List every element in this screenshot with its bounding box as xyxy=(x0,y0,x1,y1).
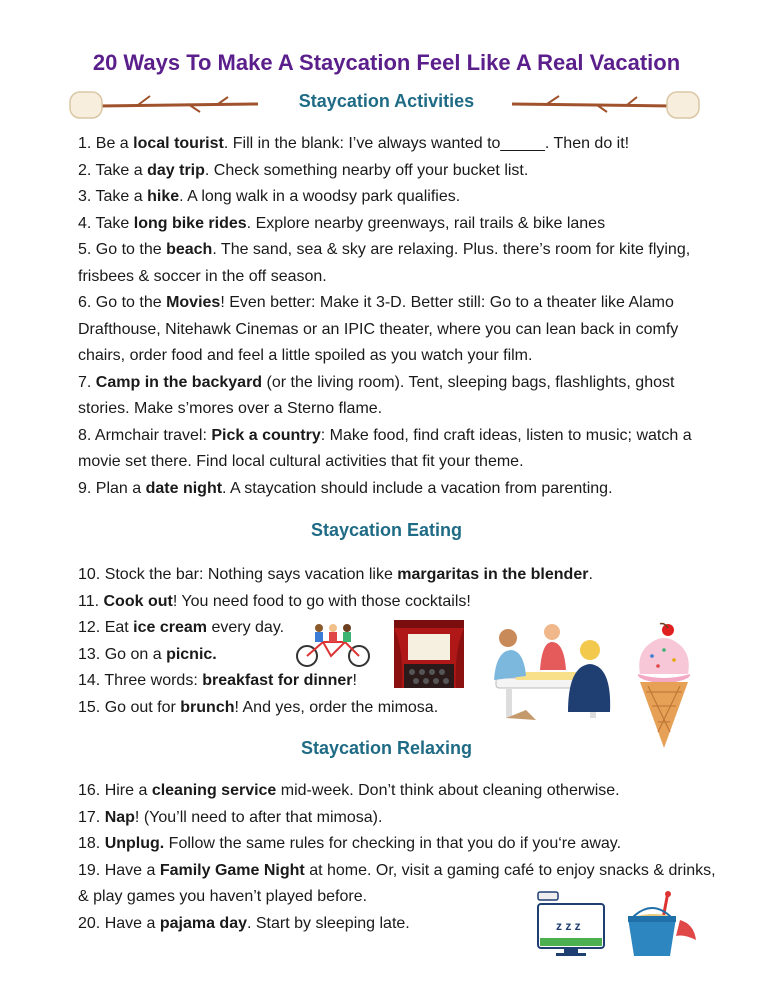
item-text: mid-week. Don’t think about cleaning otherwise. xyxy=(276,782,620,799)
movie-theater-icon xyxy=(394,620,464,688)
section-heading-relaxing: Staycation Relaxing xyxy=(300,738,473,758)
item-text: ! You need food to go with those cocktails! xyxy=(172,592,471,610)
list-item xyxy=(78,911,718,938)
item-text: . A long walk in a woodsy park qualifies. xyxy=(179,188,461,205)
item-text: (or the living room). Tent, sleeping bags, flashlights, ghost stories. Make s’mores over a Sterno flame. xyxy=(78,373,675,417)
item-text: 7. xyxy=(78,373,96,391)
item-highlight: picnic. xyxy=(166,645,217,663)
item-text: . A staycation should include a vacation from parenting. xyxy=(222,479,613,497)
item-text: 6. Go to the xyxy=(78,294,167,311)
item-highlight: date night xyxy=(145,479,223,497)
list-item xyxy=(78,211,718,238)
item-text: 19. Have a xyxy=(78,861,160,879)
item-highlight: Nap xyxy=(104,808,135,826)
section-heading-activities: Staycation Activities xyxy=(298,91,475,111)
item-highlight: Movies xyxy=(166,294,221,311)
item-text: . Explore nearby greenways, rail trails & bike lanes xyxy=(246,214,606,232)
item-text: Follow the same rules for checking in that you do if you‘re away. xyxy=(164,835,622,852)
item-text: 8. Armchair travel: xyxy=(78,426,212,444)
item-text: . Fill in the blank: I’ve always wanted to_____. Then do it! xyxy=(223,135,630,152)
relaxing-list xyxy=(78,778,718,937)
page-title: 20 Ways To Make A Staycation Feel Like A Real Vacation xyxy=(92,50,681,75)
item-text: ! Even better: Make it 3-D. Better still: Go to a theater like Alamo Drafthouse, Nitehawk Cinemas or an IPIC theater, where you can lean back in comfy chairs, order food and feel a little spoiled as you watch your film. xyxy=(78,294,679,364)
item-highlight: Cook out xyxy=(103,592,173,610)
item-text: ! (You’ll need to after that mimosa). xyxy=(134,808,383,826)
item-text: 20. Have a xyxy=(78,914,160,932)
activities-list xyxy=(78,131,718,502)
item-highlight: Unplug. xyxy=(104,835,165,852)
item-highlight: brunch xyxy=(180,698,235,716)
item-text: 2. Take a xyxy=(78,161,148,179)
list-item xyxy=(78,778,718,805)
item-text: 13. Go on a xyxy=(78,645,167,663)
item-text: ! And yes, order the mimosa. xyxy=(234,698,439,716)
beach-bucket-icon xyxy=(624,890,698,960)
item-text: 10. Stock the bar: Nothing says vacation like xyxy=(78,566,398,583)
tandem-bike-icon xyxy=(295,620,373,668)
item-highlight: cleaning service xyxy=(151,782,277,799)
item-highlight: breakfast for dinner xyxy=(202,672,353,689)
list-item xyxy=(78,131,718,158)
list-item xyxy=(78,562,718,589)
sleep-zzz-text: z z z xyxy=(556,919,581,933)
item-highlight: local tourist xyxy=(133,135,224,152)
item-highlight: pajama day xyxy=(159,914,247,932)
item-text: : Make food, find craft ideas, listen to music; watch a movie set there. Find local cultural activities that fit your theme. xyxy=(78,426,692,470)
item-highlight: ice cream xyxy=(133,619,207,636)
list-item xyxy=(78,370,718,423)
list-item xyxy=(78,831,718,858)
item-text: 11. xyxy=(78,592,104,610)
item-text: 3. Take a xyxy=(78,188,148,205)
family-game-night-icon xyxy=(486,620,616,726)
item-text: 9. Plan a xyxy=(78,479,146,497)
item-text: 4. Take xyxy=(78,214,134,232)
item-highlight: Pick a country xyxy=(211,426,321,444)
item-text: . Start by sleeping late. xyxy=(246,914,410,932)
item-text: 14. Three words: xyxy=(78,672,203,689)
item-highlight: margaritas in the blender xyxy=(397,566,589,583)
list-item xyxy=(78,695,718,722)
item-highlight: day trip xyxy=(147,161,205,179)
list-item xyxy=(78,184,718,211)
item-text: ! xyxy=(352,672,357,689)
item-text: 17. xyxy=(78,808,105,826)
list-item xyxy=(78,423,718,476)
item-text: 15. Go out for xyxy=(78,698,181,716)
section-heading-eating: Staycation Eating xyxy=(310,520,463,540)
item-text: 12. Eat xyxy=(78,619,134,636)
item-text: at home. Or, visit a gaming café to enjoy snacks & drinks, & play games you haven’t played before. xyxy=(78,861,716,905)
item-text: 18. xyxy=(78,835,105,852)
item-highlight: beach xyxy=(166,241,213,258)
list-item xyxy=(78,237,718,290)
list-item xyxy=(78,589,718,616)
item-highlight: Camp in the backyard xyxy=(95,373,263,391)
item-text: . xyxy=(588,566,593,583)
item-text: . Check something nearby off your bucket list. xyxy=(204,161,529,179)
list-item xyxy=(78,476,718,503)
item-text: . The sand, sea & sky are relaxing. Plus. there’s room for kite flying, frisbees & soccer in the off season. xyxy=(78,241,691,285)
unplugged-computer-icon xyxy=(534,890,608,958)
list-item xyxy=(78,290,718,370)
item-text: 5. Go to the xyxy=(78,241,167,258)
item-highlight: hike xyxy=(147,188,180,205)
item-text: every day. xyxy=(207,619,285,636)
item-highlight: Family Game Night xyxy=(159,861,305,879)
item-text: 16. Hire a xyxy=(78,782,152,799)
list-item xyxy=(78,158,718,185)
item-highlight: long bike rides xyxy=(133,214,247,232)
item-text: 1. Be a xyxy=(78,135,134,152)
list-item xyxy=(78,805,718,832)
list-item xyxy=(78,858,718,911)
ice-cream-cone-icon xyxy=(634,622,694,750)
